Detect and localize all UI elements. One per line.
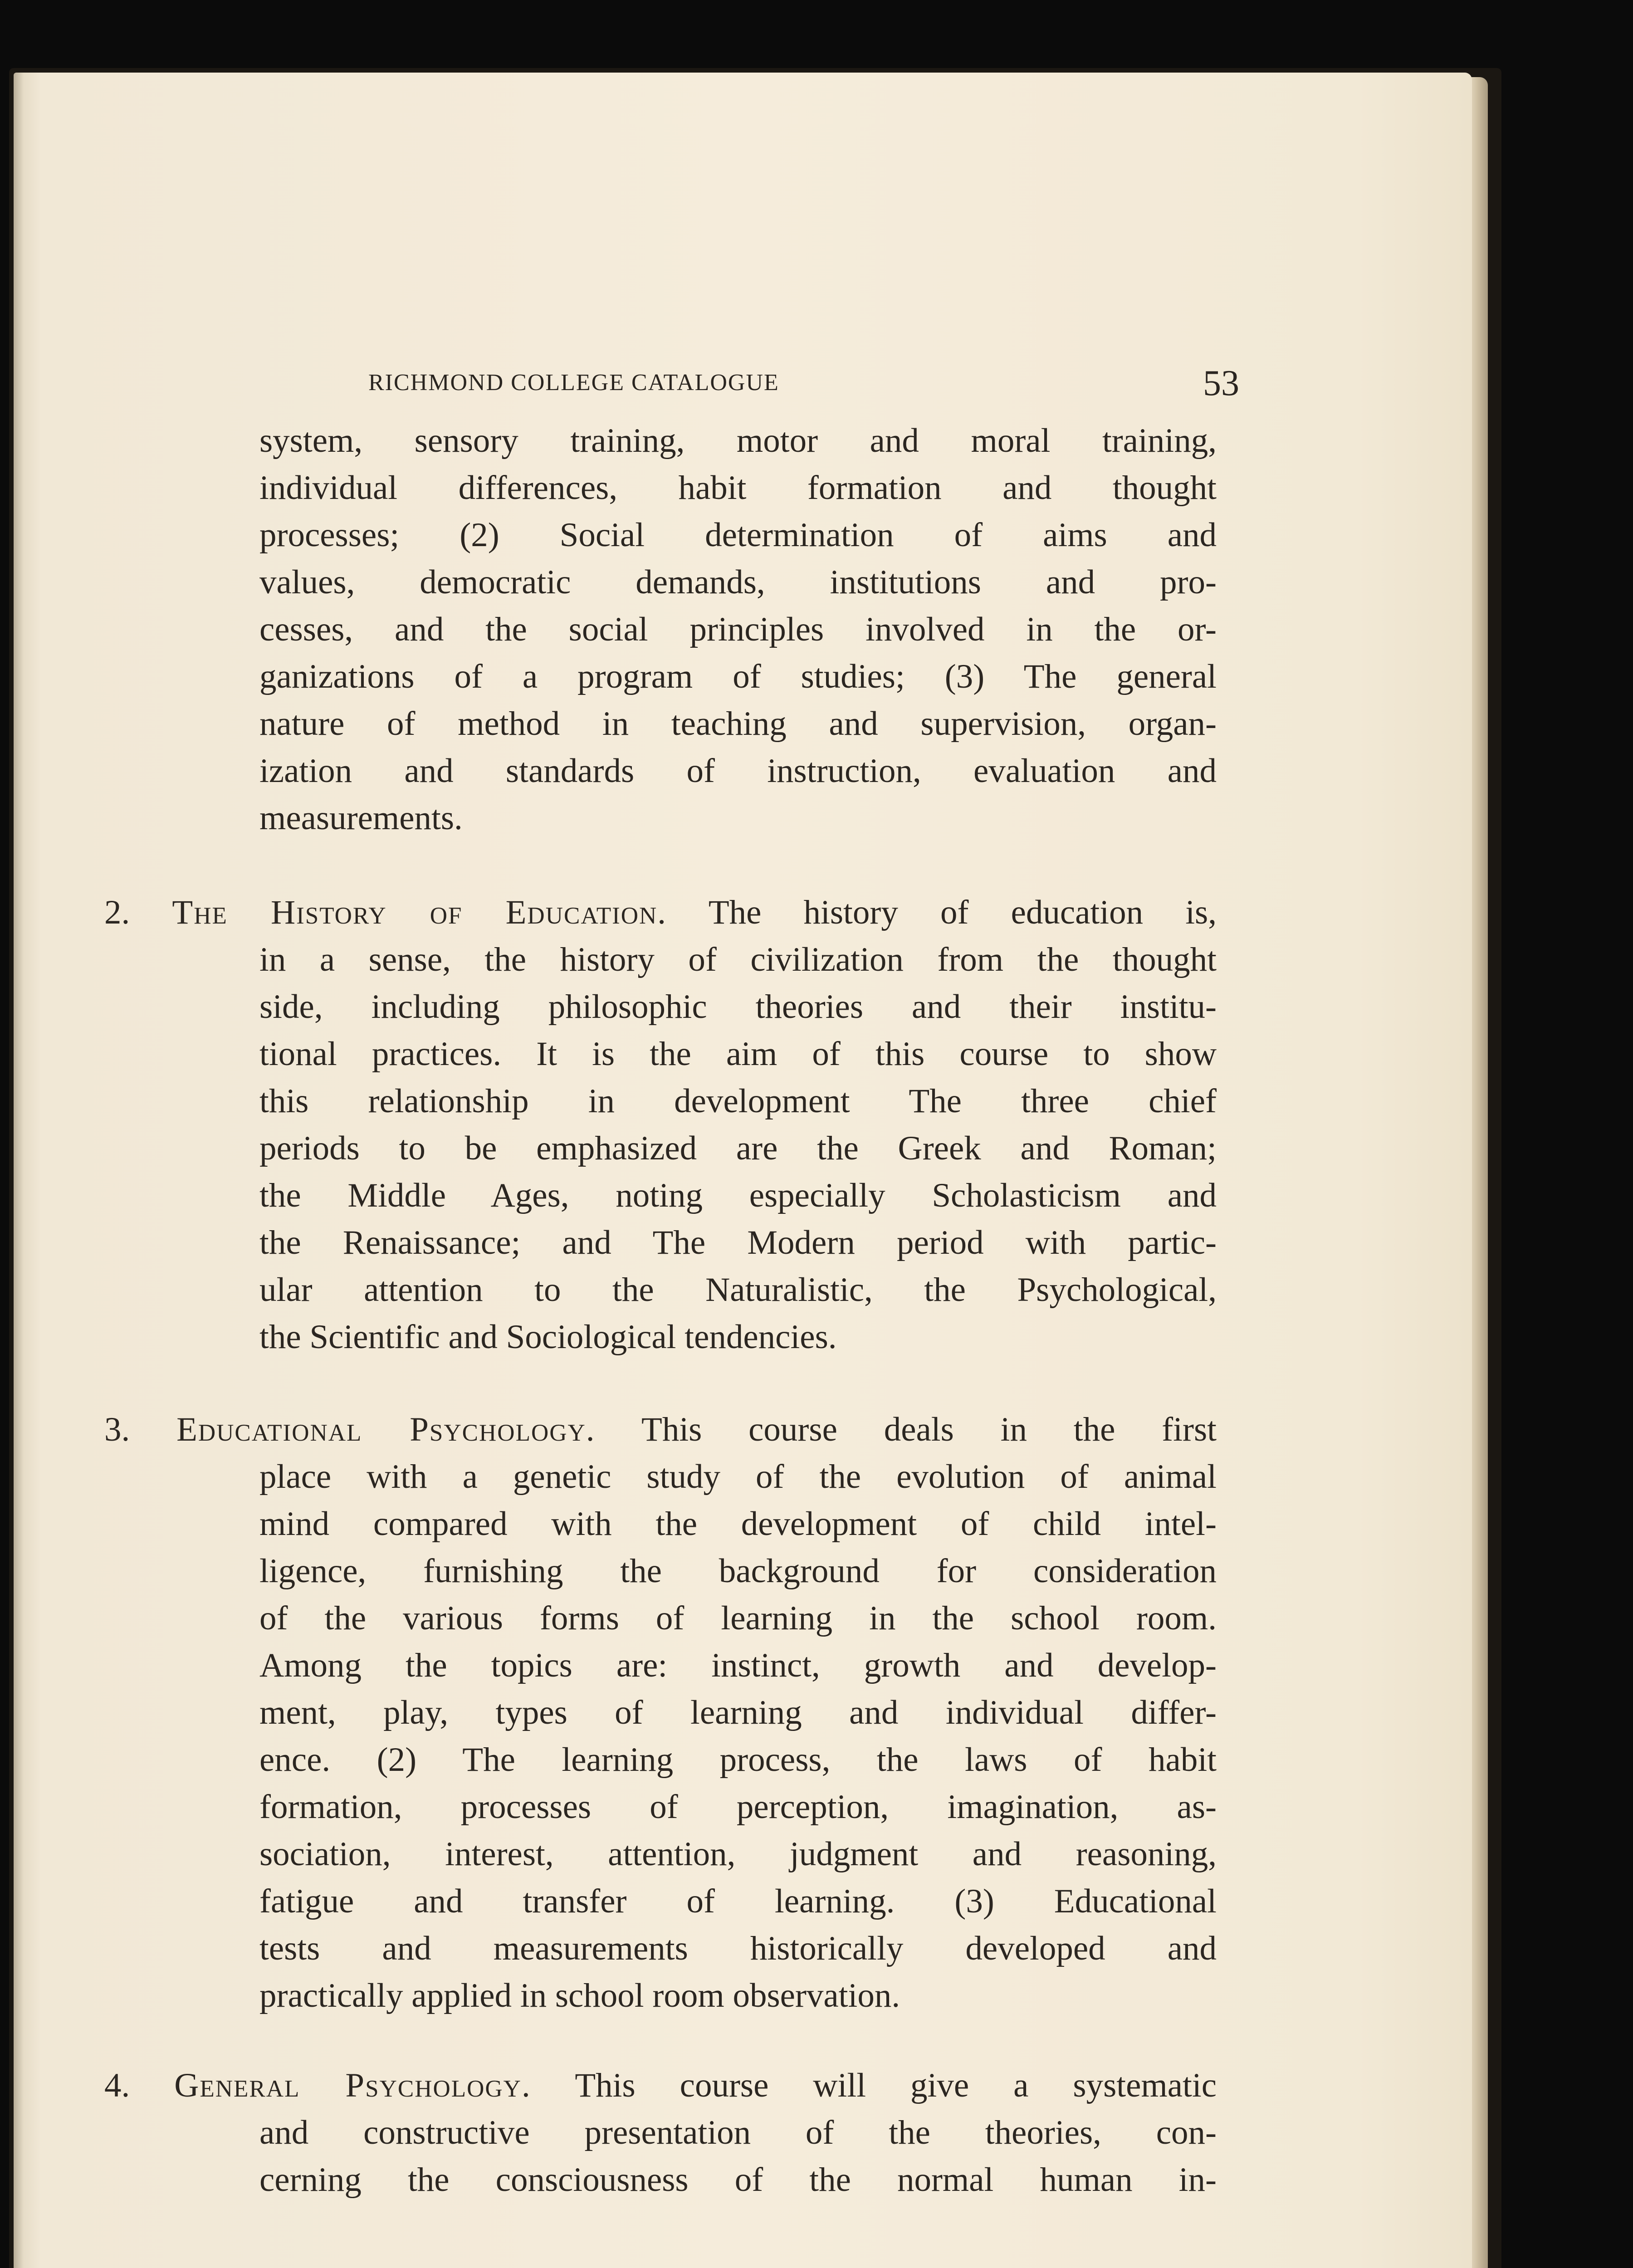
course-title: The History of Education.	[172, 894, 667, 931]
text-line: system, sensory training, motor and moral training,	[259, 422, 1217, 459]
text-line: tests and measurements historically developed and	[259, 1930, 1217, 1967]
text-line: side, including philosophic theories and their institu-	[259, 988, 1217, 1026]
page-number: 53	[1203, 363, 1239, 403]
course-number: 3.	[104, 1411, 130, 1448]
text-line: periods to be emphasized are the Greek and Roman;	[259, 1129, 1217, 1167]
text-line: ization and standards of instruction, evaluation and	[259, 752, 1217, 790]
text-line: tional practices. It is the aim of this course to show	[259, 1035, 1217, 1073]
text-line: measurements.	[259, 799, 463, 837]
text-line: fatigue and transfer of learning. (3) Educational	[259, 1882, 1217, 1920]
course-heading-line	[104, 2062, 1217, 2109]
text-line: place with a genetic study of the evolution of animal	[259, 1458, 1217, 1496]
course-title: General Psychology.	[174, 2067, 531, 2104]
running-title: RICHMOND COLLEGE CATALOGUE	[368, 370, 779, 396]
text-line: cesses, and the social principles involved in the or-	[259, 611, 1217, 648]
text-line: and constructive presentation of the theories, con-	[259, 2114, 1217, 2151]
running-head	[368, 363, 1239, 408]
text-line: cerning the consciousness of the normal human in-	[259, 2161, 1217, 2199]
text-line: mind compared with the development of child intel-	[259, 1505, 1217, 1543]
course-first-line-text: The history of education is,	[708, 894, 1217, 931]
text-line: ganizations of a program of studies; (3) The general	[259, 658, 1217, 695]
course-first-line-text: This course will give a systematic	[575, 2067, 1217, 2104]
text-line: nature of method in teaching and supervision, organ-	[259, 705, 1217, 743]
text-line: values, democratic demands, institutions and pro-	[259, 563, 1217, 601]
text-line: practically applied in school room observation.	[259, 1977, 900, 2014]
course-heading-line	[104, 889, 1217, 936]
text-line: sociation, interest, attention, judgment and reasoning,	[259, 1835, 1217, 1873]
text-line: the Renaissance; and The Modern period with partic-	[259, 1224, 1217, 1261]
text-line: of the various forms of learning in the school room.	[259, 1599, 1217, 1637]
catalogue-page	[14, 73, 1472, 2268]
text-line: Among the topics are: instinct, growth and develop-	[259, 1647, 1217, 1684]
text-line: the Middle Ages, noting especially Scholasticism and	[259, 1177, 1217, 1214]
text-line: this relationship in development The three chief	[259, 1082, 1217, 1120]
course-number: 2.	[104, 894, 130, 931]
course-title: Educational Psychology.	[176, 1411, 596, 1448]
text-line: formation, processes of perception, imagination, as-	[259, 1788, 1217, 1826]
course-first-line-text: This course deals in the first	[641, 1411, 1217, 1448]
course-number: 4.	[104, 2067, 130, 2104]
course-heading-line	[104, 1406, 1217, 1453]
text-line: ular attention to the Naturalistic, the Psychological,	[259, 1271, 1217, 1309]
text-line: ment, play, types of learning and individual differ-	[259, 1694, 1217, 1731]
text-line: processes; (2) Social determination of aims and	[259, 516, 1217, 554]
text-line: ligence, furnishing the background for consideration	[259, 1552, 1217, 1590]
text-line: ence. (2) The learning process, the laws of habit	[259, 1741, 1217, 1779]
text-line: in a sense, the history of civilization from the thought	[259, 941, 1217, 978]
text-line: individual differences, habit formation and thought	[259, 469, 1217, 507]
text-line: the Scientific and Sociological tendencies.	[259, 1318, 837, 1356]
page-edge	[1470, 77, 1488, 2268]
